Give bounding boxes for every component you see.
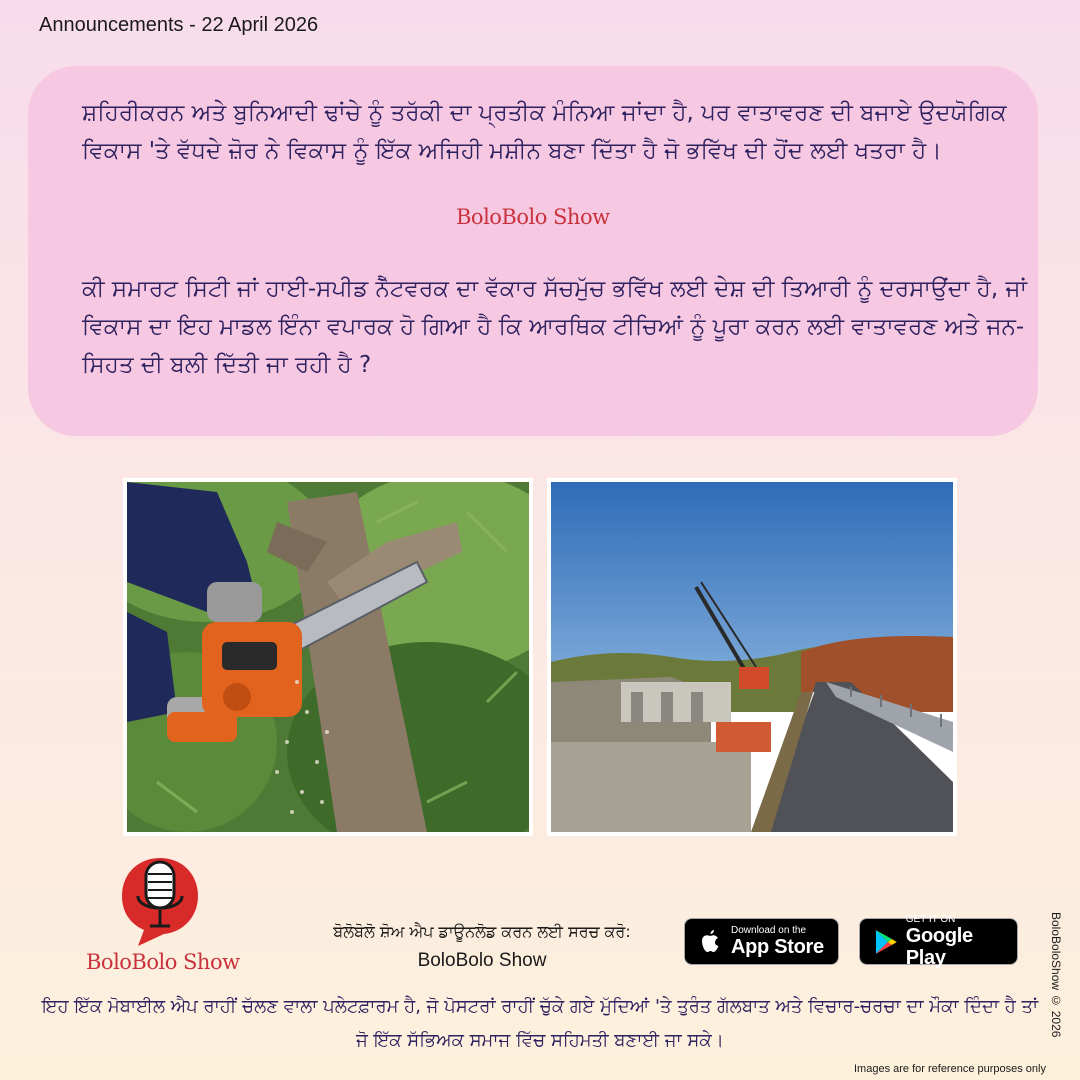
app-store-button[interactable] xyxy=(684,918,839,965)
search-hint: ਬੋਲੋਬੋਲੋ ਸ਼ੋਅ ਐਪ ਡਾਊਨਲੋਡ ਕਰਨ ਲਈ ਸਰਚ ਕਰੋ: xyxy=(333,922,631,941)
google-play-big-label: Google Play xyxy=(905,925,973,969)
chainsaw-cutting-tree-photo xyxy=(123,478,533,836)
platform-description: ਇਹ ਇੱਕ ਮੋਬਾਈਲ ਐਪ ਰਾਹੀਂ ਚੱਲਣ ਵਾਲਾ ਪਲੇਟਫ਼ਾਰਮ ਹੈ, ਜੋ ਪੋਸਟਰਾਂ ਰਾਹੀਂ ਚੁੱਕੇ ਗਏ ਮੁੱਦਿਆਂ 'ਤੇ ਤੁਰੰਤ ਗੱਲਬਾਤ ਅਤੇ ਵਿਚਾਰ-ਚਰਚਾ ਦਾ ਮੌਕਾ ਦਿੰਦਾ ਹੈ ਤਾਂ ਜੋ ਇੱਕ ਸੱਭਿਅਕ ਸਮਾਜ ਵਿੱਚ ਸਹਿਮਤੀ ਬਣਾਈ ਜਾ ਸਕੇ। xyxy=(41,996,1039,1051)
image-disclaimer: Images are for reference purposes only xyxy=(854,1063,1046,1075)
play-triangle-icon xyxy=(870,927,900,957)
post-paragraph-2: ਕੀ ਸਮਾਰਟ ਸਿਟੀ ਜਾਂ ਹਾਈ-ਸਪੀਡ ਨੈੱਟਵਰਕ ਦਾ ਵੱਕਾਰ ਸੱਚਮੁੱਚ ਭਵਿੱਖ ਲਈ ਦੇਸ਼ ਦੀ ਤਿਆਰੀ ਨੂੰ ਦਰਸਾਉਂਦਾ ਹੈ, ਜਾਂ ਵਿਕਾਸ ਦਾ ਇਹ ਮਾਡਲ ਇੰਨਾ ਵਪਾਰਕ ਹੋ ਗਿਆ ਹੈ ਕਿ ਆਰਥਿਕ ਟੀਚਿਆਂ ਨੂੰ ਪੂਰਾ ਕਰਨ ਲਈ ਵਾਤਾਵਰਣ ਅਤੇ ਜਨ-ਸਿਹਤ ਦੀ ਬਲੀ ਦਿੱਤੀ ਜਾ ਰਹੀ ਹੈ ? xyxy=(82,276,1027,378)
apple-icon xyxy=(695,927,725,957)
brand-watermark: BoloBolo Show xyxy=(456,205,610,229)
side-copyright: BoloBoloShow © 2026 xyxy=(1049,912,1063,1038)
search-term: BoloBolo Show xyxy=(417,950,547,971)
app-store-small-label: Download on the xyxy=(731,925,807,936)
google-play-button[interactable] xyxy=(859,914,1018,969)
post-paragraph-1: ਸ਼ਹਿਰੀਕਰਨ ਅਤੇ ਬੁਨਿਆਦੀ ਢਾਂਚੇ ਨੂੰ ਤਰੱਕੀ ਦਾ ਪ੍ਰਤੀਕ ਮੰਨਿਆ ਜਾਂਦਾ ਹੈ, ਪਰ ਵਾਤਾਵਰਣ ਦੀ ਬਜਾਏ ਉਦਯੋਗਿਕ ਵਿਕਾਸ 'ਤੇ ਵੱਧਦੇ ਜ਼ੋਰ ਨੇ ਵਿਕਾਸ ਨੂੰ ਇੱਕ ਅਜਿਹੀ ਮਸ਼ੀਨ ਬਣਾ ਦਿੱਤਾ ਹੈ ਜੋ ਭਵਿੱਖ ਦੀ ਹੋਂਦ ਲਈ ਖਤਰਾ ਹੈ। xyxy=(82,100,1007,164)
date-line: Announcements - 22 April 2026 xyxy=(39,14,319,36)
logo-text: BoloBolo Show xyxy=(86,950,240,974)
microphone-speech-bubble-icon xyxy=(118,852,202,948)
google-play-small-label: GET IT ON xyxy=(905,914,956,925)
bridge-construction-crane-photo xyxy=(547,478,957,836)
app-store-big-label: App Store xyxy=(731,936,824,958)
